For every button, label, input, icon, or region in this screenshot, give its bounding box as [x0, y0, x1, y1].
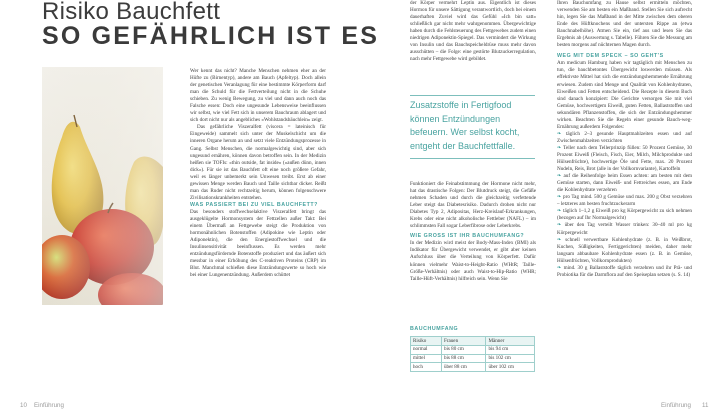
table-cell: bis 80 cm	[441, 345, 485, 354]
page-number-right: 11	[702, 402, 709, 409]
leaf-bullet-icon: ❧	[557, 208, 562, 215]
paragraph: Das besonders stoffwechselaktive Viszeralfett bringt das ausgeklügelte Hormonsystem der Fettzellen außer Takt: Bei einem Übermaß an Fettgewebe steigt die Produktion von hormonähnlichen Botenstoffen (Adipokine wie Leptin oder Adiponektin), die den Energiestoffwechsel und die Insulinsensitivität beeinflussen. Es werden mehr entzündungsfördernde Botenstoffe produziert und das äußert sich messbar in einer Erhöhung des C-reaktiven Proteins (CRP) im Blut. Manchmal schießen diese Entzündungswerte so hoch wie bei einer Lungenentzündung. Außerdem schüttet	[190, 208, 326, 279]
leaf-bullet-icon: ❧	[557, 130, 562, 137]
paragraph: Ihren Bauchumfang zu Hause selbst ermitteln möchten, verwenden Sie am besten ein Maßband. Stellen Sie sich aufrecht hin, legen Sie das Maßband in der Mitte zwischen dem oberen Ende des Hüftknochens und der untersten Rippe an (etwa Bauchnabelhöhe). Atmen Sie ein, tief aus und lesen Sie das Ergebnis ab (Auswertung s. Tabelle). Führen Sie die Messung am besten morgens auf nüchternen Magen durch.	[557, 0, 692, 49]
table-cell: über 102 cm	[486, 363, 535, 372]
paragraph: der Körper vermehrt Leptin aus. Eigentlich ist dieses Hormon für unsere Sättigung verantwortlich, doch bei einem dauerhaften Zuviel wird das Gefühl »Ich bin satt« schließlich gar nicht mehr wahrgenommen. Übergewichtige haben durch die Fehlsteuerung des Fettgewebes zudem einen niedrigen Adiponektin-Spiegel. Das vermindert die Wirkung von Insulin und das Bauchspeicheldrüse muss mehr davon ausschütten – die Folge: eine gestörte Blutzuckerregulation, nach mehr Fettgewebe wird gebildet.	[410, 0, 536, 63]
leaf-bullet-icon: ❧	[557, 194, 562, 201]
table-row	[411, 363, 535, 372]
leaf-bullet-icon: ❧	[557, 236, 562, 243]
leaf-bullet-icon: ❧	[557, 144, 562, 151]
bullet-item: ❧ täglich 2–3 gesunde Hauptmahlzeiten essen und auf Zwischenmahlzeiten verzichten	[557, 130, 692, 144]
footer-section-right: Einführung	[661, 402, 691, 409]
page-overline: Risiko Bauchfett	[42, 0, 221, 25]
pull-quote: Zusatzstoffe in Fertigfood können Entzündungen befeuern. Wer selbst kocht, entgeht der Bauchfettfalle.	[410, 95, 535, 159]
table-cell: mittel	[411, 354, 442, 363]
bullet-item: ❧ Teller nach dem Tellerprinzip füllen: 50 Prozent Gemüse, 30 Prozent Eiweiß (Fleisch, Fisch, Eier, Milch, Milchprodukte und Hülsenfrüchte), hochwertige Öle und Fette, max. 20 Prozent Nudeln, Reis, Brot (alle in der Vollkornvariante), Kartoffeln	[557, 144, 692, 173]
page-number-left: 10	[20, 402, 27, 409]
bullet-item: ❧ pro Tag mind. 500 g Gemüse und max. 200 g Obst verzehren – letzteres am besten fruchtzuckerarm	[557, 194, 692, 208]
table-header-row	[411, 337, 535, 346]
paragraph: Das gefährliche Viszeralfett (viscera = lateinisch für Eingeweide) sammelt sich unter der Muskelschicht um die inneren Organe herum an und setzt viele Entzündungsprozesse in Gang. Selbst Menschen, die normalgewichtig sind, aber sich ungesund ernähren, können davon betroffen sein. In der Medizin heißen sie TOFIs: »thin outside, fat inside« (»außen dünn, innen dick«). Für sie ist das Bauchfett oft eine noch größere Gefahr, weil es länger unbemerkt sein Unwesen treibt. Erst ab einer gewissen Menge werden Bauch und Taille sichtbar dicker. Reißt man das Ruder nicht rechtzeitig herum, können folgenschwere Zivilisationskrankheiten entstehen.	[190, 124, 326, 201]
table-row	[411, 345, 535, 354]
table-cell: bis 102 cm	[486, 354, 535, 363]
table-row	[411, 354, 535, 363]
subheading: WIE GROSS IST IHR BAUCHUMFANG?	[410, 233, 525, 240]
paragraph: Funktioniert die Feinabstimmung der Hormone nicht mehr, hat das drastische Folgen: Der Blutdruck steigt, die Gefäße nehmen Schaden und durch die gleichzeitig verfettende Leber steigt das Diabetesrisiko. Dadurch drohen nicht nur Diabetes Typ 2, Adipositas, Herz-Kreislauf-Erkrankungen, Krebs oder eine nicht alkoholische Fettleber (NAFL) – im schlimmsten Fall sogar Leberfibrose oder Leberkrebs.	[410, 181, 536, 230]
leaf-bullet-icon: ❧	[557, 222, 562, 229]
fruit-photo	[42, 67, 163, 305]
leaf-bullet-icon: ❧	[557, 173, 562, 180]
paragraph: Am medicum Hamburg haben wir tagtäglich mit Menschen zu tun, die bauchbetontes Übergewicht loswerden müssen. Als effektivste Mittel hat sich die entzündungshemmende Ernährung erwiesen. Zudem sind Menge und Qualität von Kohlenhydraten, Eiweißen und Fetten entscheidend. Die Rezepte in diesem Buch sind danach konzipiert: Die Gerichte versorgen Sie mit viel Gemüse, hochwertigem Eiweiß, guten Fetten, Ballaststoffen und sekundären Pflanzenstoffen, die sich der Entzündungshemmer wirken. Beachten Sie die Regeln einer gesunde Bauch-weg-Ernährung außerdem Folgendes:	[557, 60, 692, 130]
table-cell: bis 94 cm	[486, 345, 535, 354]
bullet-item: ❧ täglich 1–1,2 g Eiweiß pro kg Körpergewicht zu sich nehmen (bezogen auf Ihr Normalgewicht)	[557, 208, 692, 222]
text-column-3	[557, 0, 692, 279]
table-cell: über 88 cm	[441, 363, 485, 372]
bullet-item: ❧ mind. 30 g Ballaststoffe täglich verzehren und ihr Prä- und Probiotika für die Darmflora auf den Speiseplan setzen (s. S. 14)	[557, 264, 692, 278]
table-header-cell: Männer	[486, 337, 535, 346]
text-column-2-lower	[410, 181, 536, 283]
table-cell: normal	[411, 345, 442, 354]
table-title: BAUCHUMFANG	[410, 326, 459, 332]
leaf-bullet-icon: ❧	[557, 264, 562, 271]
paragraph: In der Medizin wird meist der Body-Mass-Index (BMI) als Indikator für Übergewicht verwendet, er gibt aber keinen Aufschluss über die Verteilung von Körperfett. Dafür können vielmehr Waist-to-Height-Ratio (WHtR; Taille-Größe-Verhältnis) oder auch Waist-to-Hip-Ratio (WHR; Taille-Hüft-Verhältnis) hilfreich sein. Wenn Sie	[410, 240, 536, 282]
bullet-item: ❧ über den Tag verteilt Wasser trinken: 30–40 ml pro kg Körpergewicht	[557, 222, 692, 236]
subheading: WAS PASSIERT BEI ZU VIEL BAUCHFETT?	[190, 201, 318, 208]
paragraph: Wer kennt das nicht? Manche Menschen nehmen eher an der Hüfte zu (Birnentyp), andere am Bauch (Apfeltyp). Doch allein der genetischen Veranlagung für eine bestimmte Körperform darf man die Schuld für die Fettverteilung nicht in die Schuhe schieben. Zu wenig Bewegung, zu viel und dann auch noch das Falsche essen: Doch eine ungesunde Lebensweise beeinflussen wir selbst, wie viel Fett sich in unserem Bauchraum ablagert und sich dort nicht nur als angebliches »Wohlstandsbäuchlein« zeigt.	[190, 68, 326, 124]
table-cell: bis 88 cm	[441, 354, 485, 363]
bullet-item: ❧ schnell verwertbare Kohlenhydrate (z. B. in Weißbrot, Kuchen, Süßigkeiten, Fertiggerichten) meiden, daher mehr langsam abbaubare Kohlenhydrate essen (z. B. in Gemüse, Hülsenfrüchten, Vollkornprodukten)	[557, 236, 693, 264]
bullet-item: ❧ auf die Reihenfolge beim Essen achten: am besten mit dem Gemüse starten, dann Eiweiß- und Fettreiches essen, am Ende die Kohlenhydrate verzehren	[557, 173, 692, 194]
table-header-cell: Frauen	[441, 337, 485, 346]
table-cell: hoch	[411, 363, 442, 372]
page-headline: SO GEFÄHRLICH IST ES	[42, 22, 380, 50]
footer-section-left: Einführung	[34, 402, 64, 409]
table-header-cell: Risiko	[411, 337, 442, 346]
text-column-1	[190, 68, 326, 279]
subheading: WEG MIT DEM SPECK – SO GEHT'S	[557, 53, 664, 60]
text-column-2	[410, 0, 536, 63]
waist-table	[410, 336, 535, 372]
